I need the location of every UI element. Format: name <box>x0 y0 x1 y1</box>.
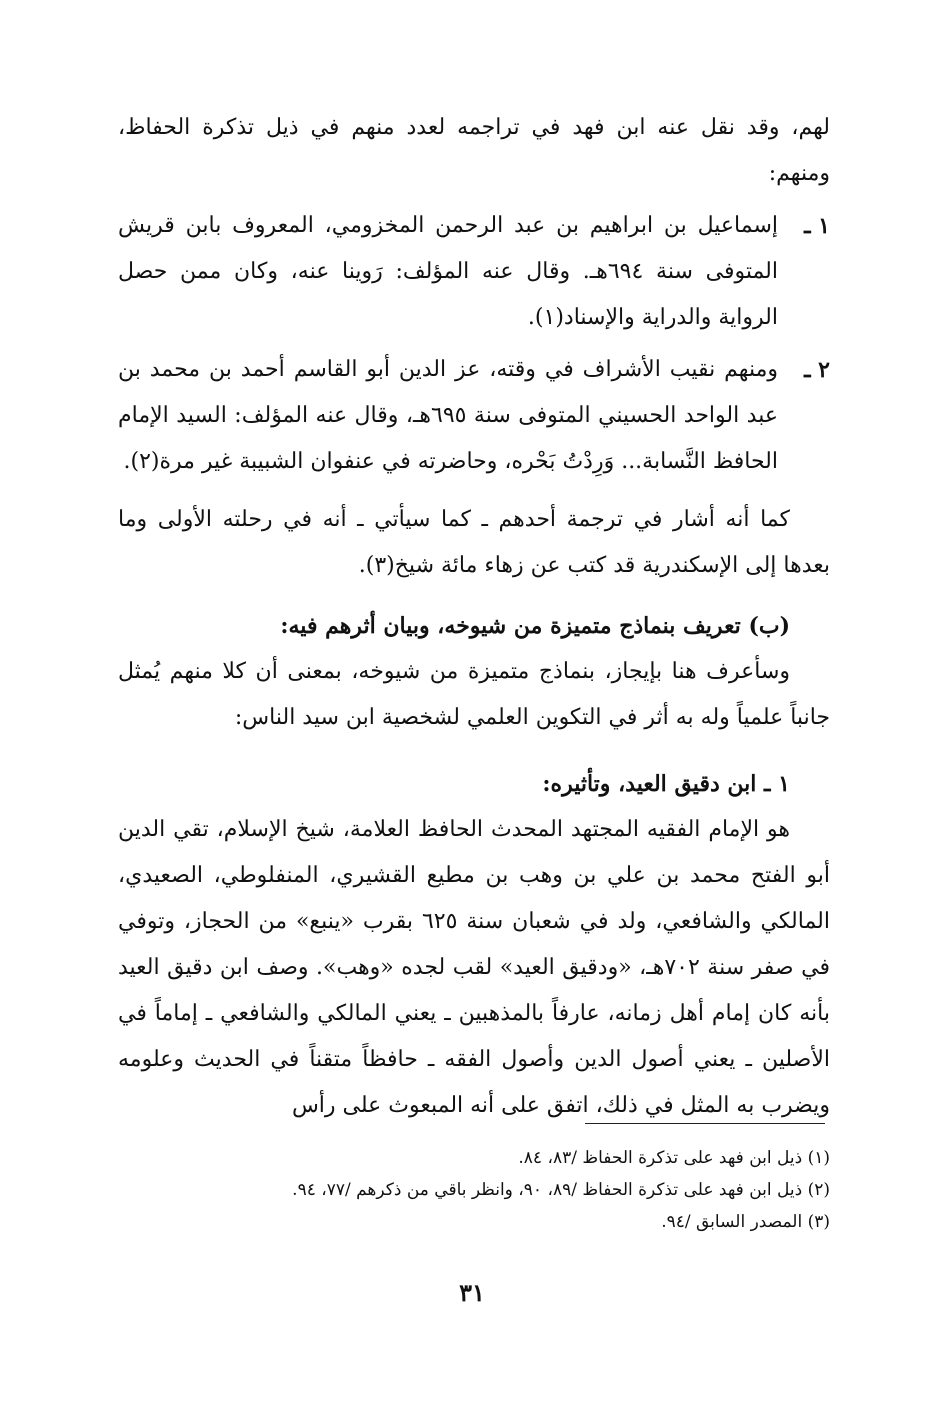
biography-text: هو الإمام الفقيه المجتهد المحدث الحافظ العلامة، شيخ الإسلام، تقي الدين أبو الفتح محمد بن علي بن وهب بن مطيع القشيري، المنفلوطي، الصعيدي، المالكي والشافعي، ولد في شعبان سنة ٦٢٥ بقرب «ينبع» من الحجاز، وتوفي في صفر سنة ٧٠٢هـ، «ودقيق العيد» لقب لجده «وهب». وصف ابن دقيق العيد بأنه كان إمام أهل زمانه، عارفاً بالمذهبين ـ يعني المالكي والشافعي ـ إماماً في الأصلين ـ يعني أصول الدين وأصول الفقه ـ حافظاً متقناً في الحديث وعلومه ويضرب به المثل في ذلك، اتفق على أنه المبعوث على رأس <box>118 817 830 1118</box>
footnotes <box>118 1142 830 1238</box>
list-item <box>118 347 830 485</box>
footnote: (٣) المصدر السابق /٩٤. <box>661 1212 830 1232</box>
footnote: (١) ذيل ابن فهد على تذكرة الحفاظ /٨٣، ٨٤. <box>518 1148 830 1168</box>
list-item-number: ١ ـ <box>804 213 830 239</box>
list-item-text: ومنهم نقيب الأشراف في وقته، عز الدين أبو القاسم أحمد بن محمد بن عبد الواحد الحسيني المتوفى سنة ٦٩٥هـ، وقال عنه المؤلف: السيد الإمام الحافظ النَّسابة... وَرِدْتُ بَحْره، وحاضرته في عنفوان الشبيبة غير مرة(٢). <box>118 357 778 474</box>
list-item <box>118 203 830 341</box>
page-number: ٣١ <box>459 1278 485 1307</box>
footnote: (٢) ذيل ابن فهد على تذكرة الحفاظ /٨٩، ٩٠، وانظر باقي من ذكرهم /٧٧، ٩٤. <box>292 1180 830 1200</box>
list-item-number: ٢ ـ <box>804 357 830 383</box>
paragraph-teachers-count: كما أنه أشار في ترجمة أحدهم ـ كما سيأتي ـ أنه في رحلته الأولى وما بعدها إلى الإسكندرية قد كتب عن زهاء مائة شيخ(٣). <box>118 507 830 578</box>
intro-text: لهم، وقد نقل عنه ابن فهد في تراجمه لعدد منهم في ذيل تذكرة الحفاظ، ومنهم: <box>118 115 830 186</box>
list-item-text: إسماعيل بن ابراهيم بن عبد الرحمن المخزومي، المعروف بابن قريش المتوفى سنة ٦٩٤هـ. وقال عنه المؤلف: رَوينا عنه، وكان ممن حصل الرواية والدراية والإسناد(١). <box>118 213 778 330</box>
section-intro-text: وسأعرف هنا بإيجاز، بنماذج متميزة من شيوخه، بمعنى أن كلا منهم يُمثل جانباً علمياً وله به أثر في التكوين العلمي لشخصية ابن سيد الناس: <box>118 659 830 730</box>
subheading-ibn-daqiq: ١ ـ ابن دقيق العيد، وتأثيره: <box>542 771 790 797</box>
page-body <box>118 105 830 1129</box>
section-heading: (ب) تعريف بنماذج متميزة من شيوخه، وبيان أثرهم فيه: <box>280 613 790 639</box>
footnote-divider <box>585 1123 825 1124</box>
